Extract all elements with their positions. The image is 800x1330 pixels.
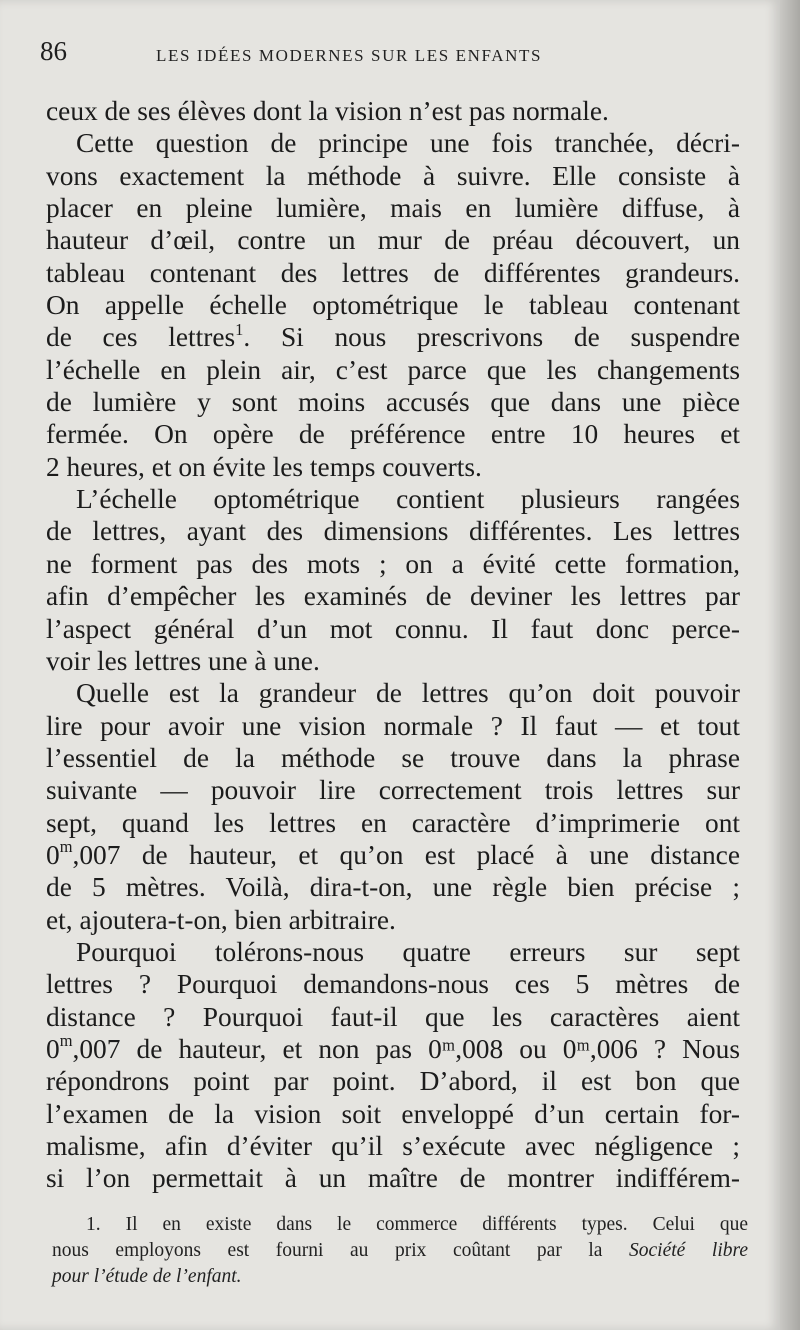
body-text [46,95,740,1195]
text-line: si l’on permettait à un maître de montrer indifférem- [46,1163,740,1194]
text-line: et, ajoutera-t-on, bien arbitraire. [46,904,396,935]
text-line: tableau contenant des lettres de différentes grandeurs. [46,257,740,288]
text-line: lire pour avoir une vision normale ? Il faut — et tout [46,710,740,741]
text-line: lettres ? Pourquoi demandons-nous ces 5 mètres de [46,969,740,1000]
text-line: sept, quand les lettres en caractère d’imprimerie ont [46,807,740,838]
text-line: ne forment pas des mots ; on a évité cette formation, [46,548,740,579]
text-line: l’échelle en plein air, c’est parce que les changements [46,354,740,385]
text-line: de ces lettres$^1$. Si nous prescrivons de suspendre [46,319,740,353]
text-line: de lumière y sont moins accusés que dans une pièce [46,387,740,418]
footnote-italic: Société libre [629,1240,749,1261]
superscript: 1 [235,319,244,339]
footnote-text: nous employons est fourni au prix coûtant par la [52,1240,630,1261]
text-line: vons exactement la méthode à suivre. Elle consiste à [46,160,740,191]
footnote-line [52,1238,748,1264]
text-line: suivante — pouvoir lire correctement trois lettres sur [46,775,740,806]
text-line: distance ? Pourquoi faut-il que les caractères aient [46,1001,740,1032]
text-line: l’essentiel de la méthode se trouve dans la phrase [46,742,740,773]
text-line: Pourquoi tolérons-nous quatre erreurs sur sept [76,936,740,967]
footnote [52,1212,748,1290]
text-line: Cette question de principe une fois tranchée, décri- [76,128,740,159]
text-line: l’examen de la vision soit enveloppé d’un certain for- [46,1098,740,1129]
text-line: afin d’empêcher les examinés de deviner les lettres par [46,581,740,612]
footnote-line: pour l’étude de l’enfant. [52,1266,242,1287]
page-edge [780,0,800,1330]
text-line: L’échelle optométrique contient plusieurs rangées [76,484,740,515]
text-line: de 5 mètres. Voilà, dira-t-on, une règle bien précise ; [46,872,740,903]
text-line: On appelle échelle optométrique le tableau contenant [46,290,740,321]
page-header [40,36,740,76]
text-line: 2 heures, et on évite les temps couverts. [46,451,482,482]
text-line: malisme, afin d’éviter qu’il s’exécute avec négligence ; [46,1131,740,1161]
text-line: voir les lettres une à une. [46,645,320,676]
text-line: hauteur d’œil, contre un mur de préau découvert, un [46,225,740,256]
superscript: m [59,1031,73,1051]
text-line: 0$^m$,007 de hauteur, et non pas 0ᵐ,008 ou 0ᵐ,006 ? Nous [46,1031,740,1064]
running-title: LES IDÉES MODERNES SUR LES ENFANTS [156,46,543,65]
text-line: ceux de ses élèves dont la vision n’est pas normale. [46,96,609,126]
footnote-line: 1. Il en existe dans le commerce différents types. Celui que [86,1214,748,1235]
text-line: l’aspect général d’un mot connu. Il faut donc perce- [46,613,740,644]
text-line: répondrons point par point. D’abord, il est bon que [46,1066,740,1097]
page-number: 86 [40,36,67,66]
text-line: Quelle est la grandeur de lettres qu’on doit pouvoir [76,678,740,709]
text-line: de lettres, ayant des dimensions différentes. Les lettres [46,516,740,547]
text-line: fermée. On opère de préférence entre 10 heures et [46,419,740,450]
superscript: m [59,837,73,857]
text-line: 0$^m$,007 de hauteur, et qu’on est placé à une distance [46,837,740,870]
text-line: placer en pleine lumière, mais en lumière diffuse, à [46,193,740,224]
